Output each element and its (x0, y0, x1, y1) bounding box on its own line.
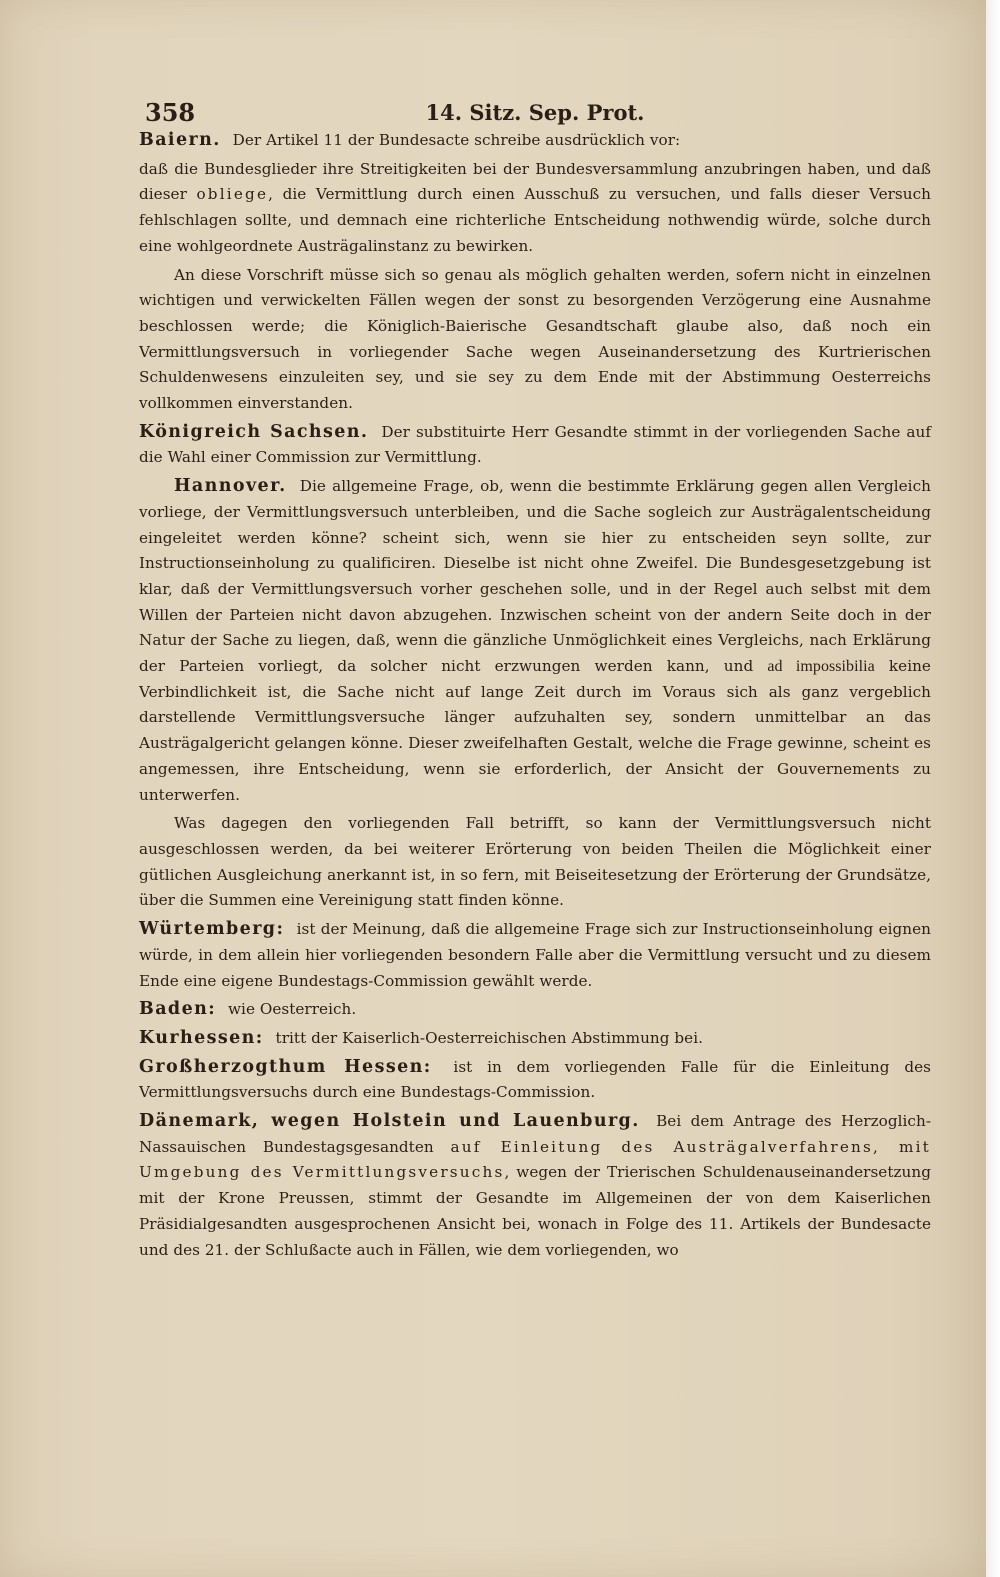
daenemark-text-emphasis: auf Einleitung des Austrägalverfahrens, mit Umgebung des Vermittlungsversuchs (139, 1137, 931, 1182)
bayern-quote-paragraph (139, 157, 931, 260)
state-name-bayern: Baiern. (139, 130, 221, 150)
state-name-sachsen: Königreich Sachsen. (139, 421, 369, 442)
kurhessen-vote (139, 1026, 931, 1052)
hessen-vote-text: ist in dem vorliegenden Falle für die Einleitung des Vermittlungsversuchs durch eine Bundestags-Commission. (139, 1057, 931, 1102)
latin-phrase: ad impossibilia (767, 658, 875, 676)
state-name-wuerttemberg: Würtemberg: (139, 919, 285, 940)
baden-vote-text: wie Oesterreich. (227, 1000, 357, 1019)
wuerttemberg-vote-text: ist der Meinung, daß die allgemeine Frage sich zur Instructionseinholung eignen würde, in dem allein hier vorliegenden besondern Falle aber die Vermittlung versucht und zu diesem Ende eine eigene Bundestags-Commission gewählt werde. (139, 920, 931, 990)
state-name-baden: Baden: (139, 999, 217, 1020)
state-name-daenemark: Dänemark, wegen Holstein und Lauenburg. (139, 1111, 640, 1132)
hannover-text-part-1: Die allgemeine Frage, ob, wenn die bestimmte Erklärung gegen allen Vergleich vorliege, der Vermittlungsversuch unterbleiben, und die Sache sogleich zur Austrägalentscheidung eingeleitet werden könne? scheint sich, wenn sie hier zu entscheiden seyn sollte, zur Instructionseinholung zu qualificiren. Dieselbe ist nicht ohne Zweifel. Die Bundesgesetzgebung ist klar, daß der Vermittlungsversuch vorher geschehen solle, und in der Regel auch selbst mit dem Willen der Parteien nicht davon abzugehen. Inzwischen scheint von der andern Seite doch in der Natur der Sache zu liegen, daß, wenn die gänzliche Unmöglichkeit eines Vergleichs, nach Erklärung der Parteien vorliegt, da solcher nicht erzwungen werden kann, und (139, 477, 931, 676)
bayern-quote-emphasis: obliege (196, 185, 269, 204)
bayern-quote-part-2: , die Vermittlung durch einen Ausschuß zu versuchen, und falls dieser Versuch fehlschlagen sollte, und demnach eine richterliche Entscheidung nothwendig würde, solche durch eine wohlgeordnete Austrägalinstanz zu bewirken. (139, 185, 931, 255)
state-name-kurhessen: Kurhessen: (139, 1027, 264, 1048)
state-name-hannover: Hannover. (174, 476, 287, 497)
hessen-vote (139, 1055, 931, 1106)
bayern-paragraph-2: An diese Vorschrift müsse sich so genau als möglich gehalten werden, sofern nicht in einzelnen wichtigen und verwickelten Fällen wegen der sonst zu besorgenden Verzögerung eine Ausnahme beschlossen werde; die Königlich-Baierische Gesandtschaft glaube also, daß noch ein Vermittlungsversuch in vorliegender Sache wegen Auseinandersetzung des Kurtrierischen Schuldenwesens einzuleiten sey, und sie sey zu dem Ende mit der Abstimmung Oesterreichs vollkommen einverstanden. (139, 265, 931, 413)
daenemark-vote (139, 1109, 931, 1263)
scan-margin (986, 0, 1000, 1577)
daenemark-text-part-2: , wegen der Trierischen Schuldenauseinandersetzung mit der Krone Preussen, stimmt der Gesandte im Allgemeinen der von dem Kaiserlichen Präsidialgesandten ausgesprochenen Ansicht bei, wonach in Folge des 11. Artikels der Bundesacte und des 21. der Schlußacte auch in Fällen, wie dem vorliegenden, wo (139, 1163, 931, 1259)
bayern-vote-text: Der Artikel 11 der Bundesacte schreibe ausdrücklich vor: (232, 131, 681, 149)
page-content (139, 92, 931, 1263)
sachsen-vote-text: Der substituirte Herr Gesandte stimmt in der vorliegenden Sache auf die Wahl einer Commission zur Vermittlung. (139, 422, 931, 467)
running-title: 14. Sitz. Sep. Prot. (425, 100, 645, 125)
hannover-vote (139, 474, 931, 808)
running-head (139, 92, 931, 128)
daenemark-text-part-1: Bei dem Antrage des Herzoglich-Nassauischen Bundestagsgesandten (139, 1112, 931, 1156)
page-number: 358 (145, 98, 196, 127)
hannover-paragraph-2: Was dagegen den vorliegenden Fall betrifft, so kann der Vermittlungsversuch nicht ausgeschlossen werden, da bei weiterer Erörterung von beiden Theilen die Möglichkeit einer gütlichen Ausgleichung anerkannt ist, in so fern, mit Beiseitesetzung der Erörterung der Grundsätze, über die Summen eine Vereinigung statt finden könne. (139, 814, 931, 910)
sachsen-vote (139, 420, 931, 471)
hannover-text-part-2: keine Verbindlichkeit ist, die Sache nicht auf lange Zeit durch im Voraus sich als ganz vergeblich darstellende Vermittlungsversuche länger aufzuhalten sey, sondern unmittelbar an das Austrägalgericht gelangen könne. Dieser zweifelhaften Gestalt, welche die Frage gewinne, scheint es angemessen, ihre Entscheidung, wenn sie erforderlich, der Ansicht der Gouvernements zu unterwerfen. (139, 657, 931, 804)
baden-vote (139, 997, 931, 1023)
wuerttemberg-vote (139, 917, 931, 994)
bayern-quote-part-1: daß die Bundesglieder ihre Streitigkeiten bei der Bundesversammlung anzubringen haben, und daß dieser (139, 159, 931, 204)
kurhessen-vote-text: tritt der Kaiserlich-Oesterreichischen Abstimmung bei. (275, 1028, 703, 1047)
state-name-hessen: Großherzogthum Hessen: (139, 1056, 432, 1077)
bayern-vote-intro (139, 128, 931, 154)
